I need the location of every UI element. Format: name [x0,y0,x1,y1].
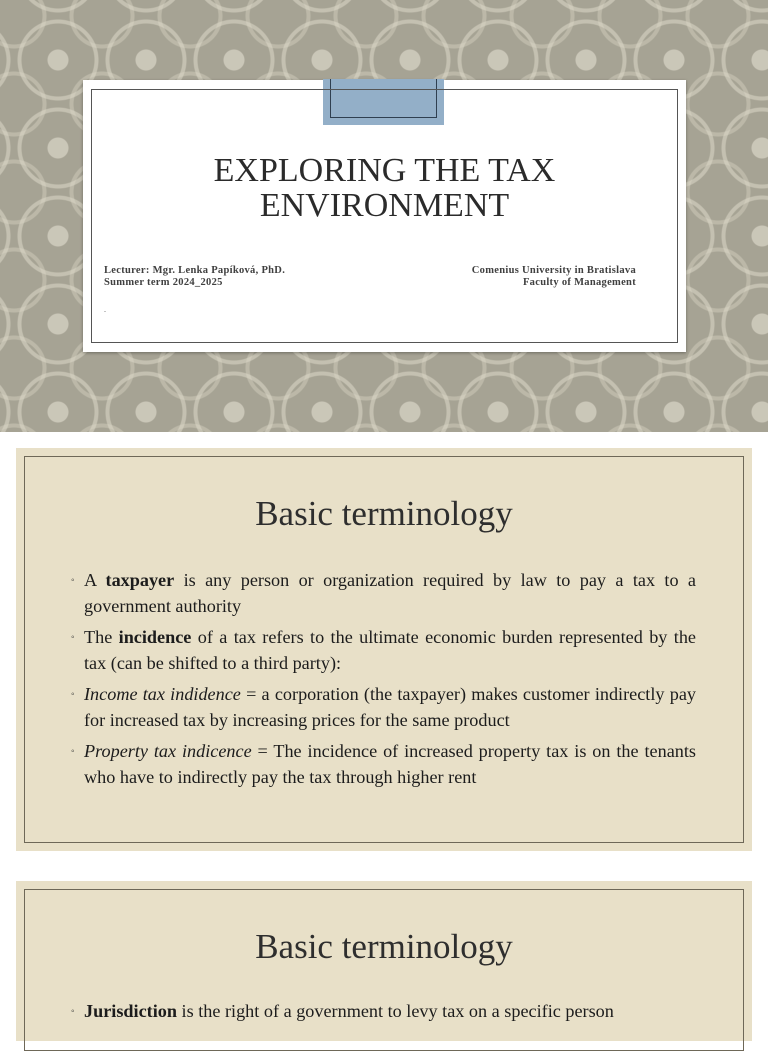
stray-dot: . [104,305,106,314]
university-name: Comenius University in Bratislava [471,265,636,276]
bullet-term: taxpayer [105,570,175,590]
bullet-icon: ◦ [71,575,75,586]
slide-title: Basic terminology [255,927,513,966]
lecturer-name: Lecturer: Mgr. Lenka Papíková, PhD. [104,265,286,276]
bullet-list [72,568,696,796]
title-slide [0,0,768,432]
bullet-text: The [84,627,119,647]
slide-title: Basic terminology [255,494,513,533]
list-item [72,568,696,619]
bullet-term: incidence [118,627,192,647]
bullet-text: = a corporation (the taxpayer) makes customer indirectly pay for increased tax by increasing prices for the same product [84,684,696,730]
bullet-term: Jurisdiction [84,1001,177,1021]
bullet-term: Property tax indicence [84,741,252,761]
lecturer-info [104,265,285,289]
list-item [72,739,696,790]
bullet-text: is the right of a government to levy tax on a specific person [176,1001,614,1021]
bullet-icon: ◦ [71,689,75,700]
institution-info [472,265,636,289]
bullet-text: = The incidence of increased property tax is on the tenants who have to indirectly pay the tax through higher rent [84,741,696,787]
list-item [72,682,696,733]
faculty-name: Faculty of Management [522,277,636,288]
list-item [72,999,696,1025]
bullet-icon: ◦ [71,632,75,643]
term-label: Summer term 2024_2025 [104,277,223,288]
presentation-title: EXPLORING THE TAX ENVIRONMENT [213,152,556,224]
bullet-text: is any person or organization required by law to pay a tax to a government authority [84,570,696,616]
bullet-list [72,999,696,1031]
bullet-text: A [84,570,106,590]
title-card [83,80,686,352]
terminology-slide-1 [16,448,752,851]
bullet-text: of a tax refers to the ultimate economic burden represented by the tax (can be shifted to a third party): [84,627,696,673]
bullet-term: Income tax indidence [84,684,241,704]
terminology-slide-2 [16,881,752,1041]
bullet-icon: ◦ [71,746,75,757]
list-item [72,625,696,676]
bullet-icon: ◦ [71,1006,75,1017]
